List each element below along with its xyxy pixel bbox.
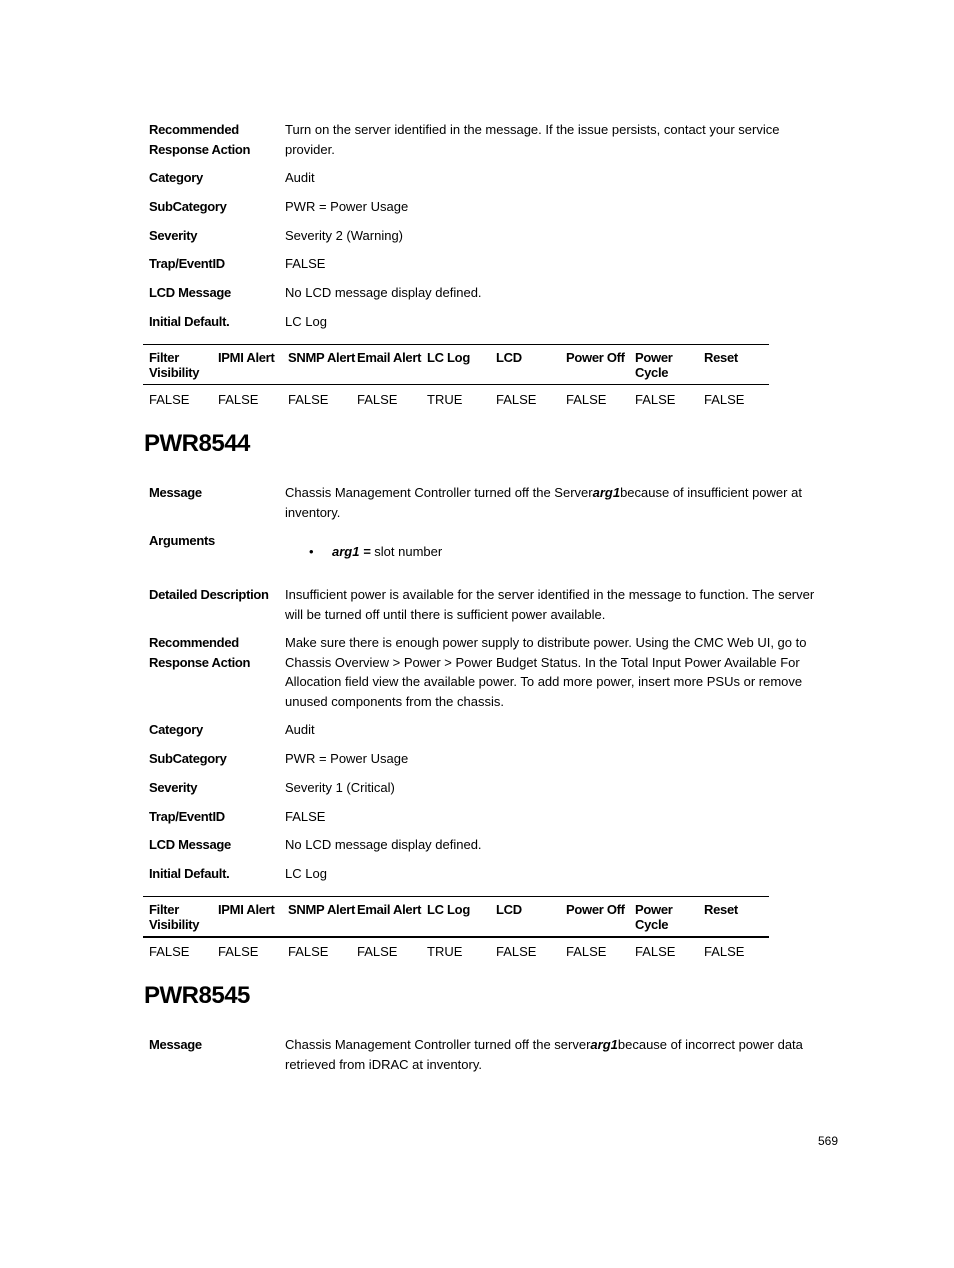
row-label: SubCategory [149, 751, 227, 766]
col-header: Reset [704, 902, 738, 917]
col-header: LCD [496, 350, 522, 365]
table-cell: FALSE [566, 944, 607, 959]
col-header: Email Alert [357, 902, 422, 917]
row-value: FALSE [285, 809, 326, 824]
row-label: Category [149, 170, 203, 185]
col-header: SNMP Alert [288, 350, 356, 365]
row-value: LC Log [285, 314, 327, 329]
table-header-rule [143, 936, 769, 938]
col-header: Power Cycle [635, 350, 673, 380]
row-value: FALSE [285, 256, 326, 271]
col-header: Reset [704, 350, 738, 365]
row-label: Recommended Response Action [149, 635, 251, 670]
col-header: Filter Visibility [149, 902, 200, 932]
row-value: LC Log [285, 866, 327, 881]
message-arg: arg1 [590, 1037, 618, 1052]
row-label: Trap/EventID [149, 809, 225, 824]
col-header: Power Off [566, 902, 625, 917]
message-arg: arg1 [592, 485, 621, 500]
section-heading: PWR8544 [144, 430, 250, 457]
row-label: Category [149, 722, 203, 737]
row-value: Audit [285, 170, 315, 185]
col-header: IPMI Alert [218, 902, 275, 917]
col-header: Filter Visibility [149, 350, 200, 380]
section-heading: PWR8545 [144, 982, 250, 1009]
row-value: Audit [285, 722, 315, 737]
table-header-rule [143, 384, 769, 385]
table-cell: FALSE [566, 392, 607, 407]
bullet-icon: • [309, 544, 314, 559]
argument-value: slot number [374, 544, 443, 559]
table-cell: FALSE [496, 392, 537, 407]
col-header: LCD [496, 902, 522, 917]
table-cell: FALSE [704, 944, 745, 959]
table-cell: FALSE [635, 944, 676, 959]
row-label: Trap/EventID [149, 256, 225, 271]
row-value: No LCD message display defined. [285, 837, 482, 852]
row-label: Recommended Response Action [149, 122, 251, 157]
col-header: IPMI Alert [218, 350, 275, 365]
message-text: Chassis Management Controller turned off the Serverarg1because of insufficient power at inventory. [285, 485, 802, 520]
row-label: Initial Default. [149, 314, 230, 329]
argument-item [332, 544, 442, 559]
row-value: Insufficient power is available for the server identified in the message to function. The server will be turned off until there is sufficient power available. [285, 587, 815, 622]
row-label: Message [149, 1037, 202, 1052]
table-cell: FALSE [149, 392, 190, 407]
row-label: LCD Message [149, 285, 231, 300]
table-cell: FALSE [704, 392, 745, 407]
row-label: Message [149, 485, 202, 500]
row-label: Arguments [149, 533, 215, 548]
table-top-rule [143, 896, 769, 897]
table-cell: FALSE [288, 944, 329, 959]
table-cell: TRUE [427, 392, 463, 407]
table-cell: FALSE [357, 392, 398, 407]
row-label: SubCategory [149, 199, 227, 214]
row-value: No LCD message display defined. [285, 285, 482, 300]
row-label: Severity [149, 780, 198, 795]
col-header: LC Log [427, 902, 470, 917]
col-header: Power Cycle [635, 902, 673, 932]
row-label: Detailed Description [149, 587, 269, 602]
table-cell: FALSE [218, 944, 259, 959]
col-header: Email Alert [357, 350, 422, 365]
table-cell: FALSE [496, 944, 537, 959]
row-label: Initial Default. [149, 866, 230, 881]
row-value: Make sure there is enough power supply to distribute power. Using the CMC Web UI, go to Chassis Overview > Power > Power Budget Status. In the Total Input Power Available For Allocation field view the available power. To add more power, insert more PSUs or remove unused components from the chassis. [285, 635, 807, 709]
row-value: Turn on the server identified in the message. If the issue persists, contact your service provider. [285, 122, 780, 157]
row-value: Severity 2 (Warning) [285, 228, 403, 243]
table-cell: FALSE [149, 944, 190, 959]
table-cell: FALSE [288, 392, 329, 407]
row-value: Severity 1 (Critical) [285, 780, 395, 795]
table-top-rule [143, 344, 769, 345]
table-cell: TRUE [427, 944, 463, 959]
table-cell: FALSE [218, 392, 259, 407]
row-value: PWR = Power Usage [285, 751, 409, 766]
table-cell: FALSE [357, 944, 398, 959]
col-header: SNMP Alert [288, 902, 356, 917]
col-header: Power Off [566, 350, 625, 365]
message-text: Chassis Management Controller turned off the serverarg1because of incorrect power data retrieved from iDRAC at inventory. [285, 1037, 803, 1072]
row-label: Severity [149, 228, 198, 243]
row-label: LCD Message [149, 837, 231, 852]
row-value: PWR = Power Usage [285, 199, 409, 214]
col-header: LC Log [427, 350, 470, 365]
argument-name: arg1 = [332, 544, 371, 559]
table-cell: FALSE [635, 392, 676, 407]
page-number: 569 [818, 1134, 839, 1148]
